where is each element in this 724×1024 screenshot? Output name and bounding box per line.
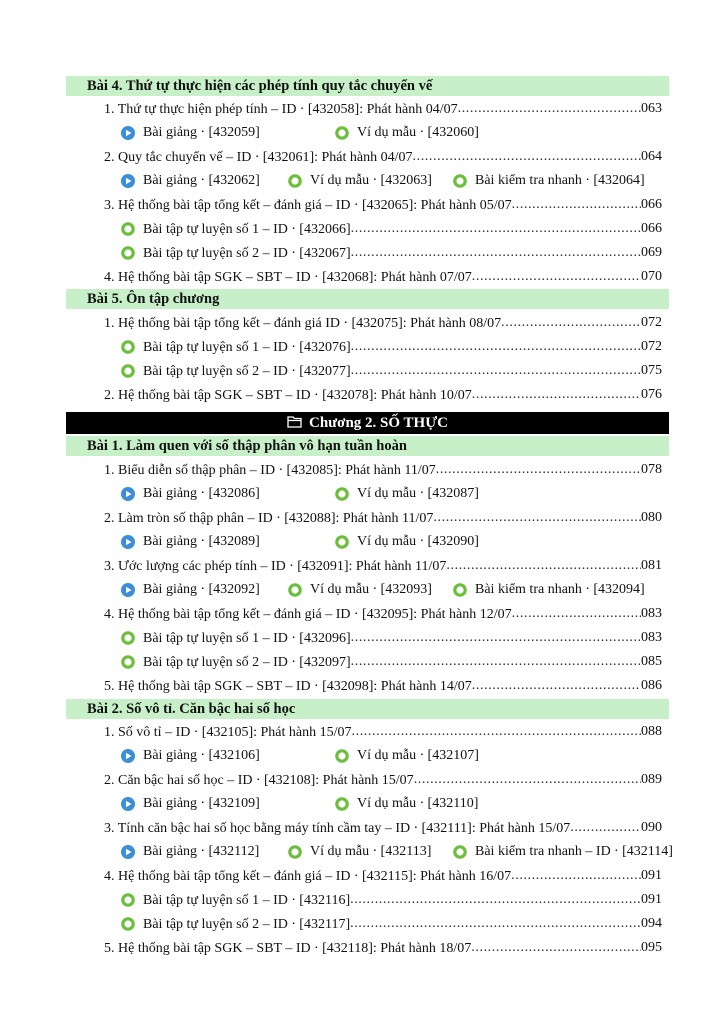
example-label: Ví dụ mẫu ⋅ [432090] <box>357 534 479 549</box>
ring-icon <box>121 893 135 907</box>
quiz-link[interactable] <box>453 171 645 191</box>
leader-dots <box>472 387 641 403</box>
ring-icon <box>288 174 302 188</box>
play-circle-icon <box>121 174 135 188</box>
toc-entry[interactable] <box>104 99 662 119</box>
page-number: 085 <box>641 654 662 669</box>
leader-dots <box>350 892 641 908</box>
example-label: Ví dụ mẫu ⋅ [432107] <box>357 748 479 763</box>
lecture-link[interactable] <box>121 842 259 862</box>
practice-entry[interactable] <box>121 890 662 910</box>
page-number: 075 <box>641 363 662 378</box>
entry-title: Bài tập tự luyện số 1 – ID ⋅ [432066] <box>143 221 351 237</box>
practice-entry[interactable] <box>121 628 662 648</box>
leader-dots <box>512 606 641 622</box>
quiz-label: Bài kiểm tra nhanh – ID ⋅ [432114] <box>475 844 673 859</box>
example-link[interactable] <box>288 171 432 191</box>
leader-dots <box>351 221 641 237</box>
ring-icon <box>335 126 349 140</box>
page-number: 083 <box>641 606 662 621</box>
leader-dots <box>413 149 642 165</box>
leader-dots <box>351 339 641 355</box>
entry-title: Bài tập tự luyện số 2 – ID ⋅ [432067] <box>143 245 351 261</box>
ring-icon <box>288 583 302 597</box>
entry-title: 4. Hệ thống bài tập SGK – SBT – ID ⋅ [432068]: Phát hành 07/07 <box>104 269 472 285</box>
entry-title: 1. Biểu diễn số thập phân – ID ⋅ [432085]: Phát hành 11/07 <box>104 462 436 478</box>
leader-dots <box>350 916 641 932</box>
leader-dots <box>433 510 641 526</box>
entry-title: 3. Ước lượng các phép tính – ID ⋅ [432091]: Phát hành 11/07 <box>104 558 447 574</box>
example-link[interactable] <box>335 123 479 143</box>
leader-dots <box>458 101 641 117</box>
entry-title: 5. Hệ thống bài tập SGK – SBT – ID ⋅ [432118]: Phát hành 18/07 <box>104 940 472 956</box>
page-number: 091 <box>641 868 662 883</box>
ring-icon <box>121 222 135 236</box>
play-circle-icon <box>121 487 135 501</box>
entry-title: 1. Số vô tỉ – ID ⋅ [432105]: Phát hành 15/07 <box>104 724 352 740</box>
ring-icon <box>453 174 467 188</box>
lecture-label: Bài giảng ⋅ [432106] <box>143 748 260 763</box>
section-header: Bài 4. Thứ tự thực hiện các phép tính quy tắc chuyển vế <box>66 76 669 96</box>
page-number: 072 <box>641 315 662 330</box>
ring-icon <box>121 364 135 378</box>
entry-title: Bài tập tự luyện số 2 – ID ⋅ [432077] <box>143 363 351 379</box>
entry-title: 4. Hệ thống bài tập tổng kết – đánh giá – ID ⋅ [432095]: Phát hành 12/07 <box>104 606 512 622</box>
leader-dots <box>414 772 641 788</box>
page-number: 080 <box>641 510 662 525</box>
lecture-label: Bài giảng ⋅ [432089] <box>143 534 260 549</box>
page-number: 072 <box>641 339 662 354</box>
chapter-title: Chương 2. SỐ THỰC <box>308 415 448 431</box>
lecture-link[interactable] <box>121 171 260 191</box>
section-header: Bài 2. Số vô tỉ. Căn bậc hai số học <box>66 699 669 719</box>
page-number: 066 <box>641 197 662 212</box>
page-number: 089 <box>641 772 662 787</box>
page-number: 095 <box>641 940 662 955</box>
toc-entry[interactable] <box>104 147 662 167</box>
leader-dots <box>351 245 641 261</box>
example-link[interactable] <box>335 794 478 814</box>
ring-icon <box>453 845 467 859</box>
toc-entry[interactable] <box>104 313 662 333</box>
ring-icon <box>121 631 135 645</box>
entry-title: 3. Hệ thống bài tập tổng kết – đánh giá – ID ⋅ [432065]: Phát hành 05/07 <box>104 197 512 213</box>
page-number: 066 <box>641 221 662 236</box>
ring-icon <box>335 797 349 811</box>
entry-title: 2. Hệ thống bài tập SGK – SBT – ID ⋅ [432078]: Phát hành 10/07 <box>104 387 472 403</box>
toc-entry[interactable] <box>104 818 662 838</box>
lecture-link[interactable] <box>121 532 260 552</box>
lecture-label: Bài giảng ⋅ [432062] <box>143 173 260 188</box>
leader-dots <box>472 269 641 285</box>
page-number: 094 <box>641 916 662 931</box>
toc-entry[interactable] <box>104 676 662 696</box>
leader-dots <box>352 724 642 740</box>
practice-entry[interactable] <box>121 243 662 263</box>
leader-dots <box>472 678 641 694</box>
toc-entry[interactable] <box>104 604 662 624</box>
lecture-link[interactable] <box>121 123 260 143</box>
entry-title: Bài tập tự luyện số 1 – ID ⋅ [432076] <box>143 339 351 355</box>
example-link[interactable] <box>288 580 432 600</box>
lecture-label: Bài giảng ⋅ [432059] <box>143 125 260 140</box>
quiz-link[interactable] <box>453 580 645 600</box>
example-link[interactable] <box>335 746 479 766</box>
ring-icon <box>288 845 302 859</box>
entry-title: 2. Căn bậc hai số học – ID ⋅ [432108]: Phát hành 15/07 <box>104 772 414 788</box>
page-number: 081 <box>641 558 662 573</box>
toc-entry[interactable] <box>104 770 662 790</box>
toc-entry[interactable] <box>104 460 662 480</box>
ring-icon <box>121 340 135 354</box>
leader-dots <box>570 820 641 836</box>
toc-entry[interactable] <box>104 938 662 958</box>
ring-icon <box>335 487 349 501</box>
toc-entry[interactable] <box>104 722 662 742</box>
ring-icon <box>121 655 135 669</box>
lecture-link[interactable] <box>121 746 260 766</box>
toc-entry[interactable] <box>104 556 662 576</box>
toc-entry[interactable] <box>104 195 662 215</box>
practice-entry[interactable] <box>121 219 662 239</box>
entry-title: Bài tập tự luyện số 2 – ID ⋅ [432117] <box>143 916 351 932</box>
entry-title: Bài tập tự luyện số 2 – ID ⋅ [432097] <box>143 654 351 670</box>
lecture-label: Bài giảng ⋅ [432092] <box>143 582 260 597</box>
example-link[interactable] <box>288 842 431 862</box>
example-label: Ví dụ mẫu ⋅ [432113] <box>310 844 432 859</box>
play-circle-icon <box>121 583 135 597</box>
entry-title: 1. Thứ tự thực hiện phép tính – ID ⋅ [432058]: Phát hành 04/07 <box>104 101 458 117</box>
example-label: Ví dụ mẫu ⋅ [432110] <box>357 796 479 811</box>
toc-entry[interactable] <box>104 508 662 528</box>
page-number: 086 <box>641 678 662 693</box>
chapter-header <box>66 412 669 434</box>
leader-dots <box>351 654 641 670</box>
ring-icon <box>335 535 349 549</box>
play-circle-icon <box>121 845 135 859</box>
quiz-link[interactable] <box>453 842 673 862</box>
example-label: Ví dụ mẫu ⋅ [432093] <box>310 582 432 597</box>
page-number: 064 <box>641 149 662 164</box>
entry-title: 3. Tính căn bậc hai số học bằng máy tính cầm tay – ID ⋅ [432111]: Phát hành 15/07 <box>104 820 571 836</box>
practice-entry[interactable] <box>121 652 662 672</box>
section-header: Bài 5. Ôn tập chương <box>66 289 669 309</box>
page-number: 070 <box>641 269 662 284</box>
leader-dots <box>512 197 641 213</box>
lecture-link[interactable] <box>121 580 260 600</box>
practice-entry[interactable] <box>121 337 662 357</box>
page-number: 078 <box>641 462 662 477</box>
play-circle-icon <box>121 126 135 140</box>
toc-entry[interactable] <box>104 385 662 405</box>
leader-dots <box>351 630 641 646</box>
ring-icon <box>121 917 135 931</box>
page-number: 069 <box>641 245 662 260</box>
leader-dots <box>511 868 641 884</box>
page-number: 083 <box>641 630 662 645</box>
ring-icon <box>335 749 349 763</box>
page-number: 088 <box>641 724 662 739</box>
lecture-label: Bài giảng ⋅ [432109] <box>143 796 260 811</box>
page-number: 076 <box>641 387 662 402</box>
practice-entry[interactable] <box>121 914 662 934</box>
lecture-link[interactable] <box>121 484 260 504</box>
example-label: Ví dụ mẫu ⋅ [432087] <box>357 486 479 501</box>
toc-entry[interactable] <box>104 267 662 287</box>
leader-dots <box>446 558 641 574</box>
example-label: Ví dụ mẫu ⋅ [432060] <box>357 125 479 140</box>
entry-title: 5. Hệ thống bài tập SGK – SBT – ID ⋅ [432098]: Phát hành 14/07 <box>104 678 472 694</box>
entry-title: 2. Quy tắc chuyển vế – ID ⋅ [432061]: Phát hành 04/07 <box>104 149 413 165</box>
section-header: Bài 1. Làm quen với số thập phân vô hạn tuần hoàn <box>66 436 669 456</box>
entry-title: 1. Hệ thống bài tập tổng kết – đánh giá ID ⋅ [432075]: Phát hành 08/07 <box>104 315 502 331</box>
entry-title: Bài tập tự luyện số 1 – ID ⋅ [432096] <box>143 630 351 646</box>
ring-icon <box>453 583 467 597</box>
leader-dots <box>351 363 641 379</box>
page-number: 090 <box>641 820 662 835</box>
ring-icon <box>121 246 135 260</box>
toc-entry[interactable] <box>104 866 662 886</box>
example-label: Ví dụ mẫu ⋅ [432063] <box>310 173 432 188</box>
lecture-link[interactable] <box>121 794 260 814</box>
play-circle-icon <box>121 749 135 763</box>
leader-dots <box>436 462 641 478</box>
practice-entry[interactable] <box>121 361 662 381</box>
lecture-label: Bài giảng ⋅ [432086] <box>143 486 260 501</box>
example-link[interactable] <box>335 532 479 552</box>
entry-title: Bài tập tự luyện số 1 – ID ⋅ [432116] <box>143 892 351 908</box>
leader-dots <box>471 940 641 956</box>
entry-title: 4. Hệ thống bài tập tổng kết – đánh giá – ID ⋅ [432115]: Phát hành 16/07 <box>104 868 512 884</box>
quiz-label: Bài kiểm tra nhanh ⋅ [432094] <box>475 582 645 597</box>
entry-title: 2. Làm tròn số thập phân – ID ⋅ [432088]: Phát hành 11/07 <box>104 510 434 526</box>
page-number: 091 <box>641 892 662 907</box>
folder-icon <box>287 415 303 429</box>
play-circle-icon <box>121 797 135 811</box>
leader-dots <box>501 315 641 331</box>
lecture-label: Bài giảng ⋅ [432112] <box>143 844 260 859</box>
page-number: 063 <box>641 101 662 116</box>
play-circle-icon <box>121 535 135 549</box>
quiz-label: Bài kiểm tra nhanh ⋅ [432064] <box>475 173 645 188</box>
example-link[interactable] <box>335 484 479 504</box>
